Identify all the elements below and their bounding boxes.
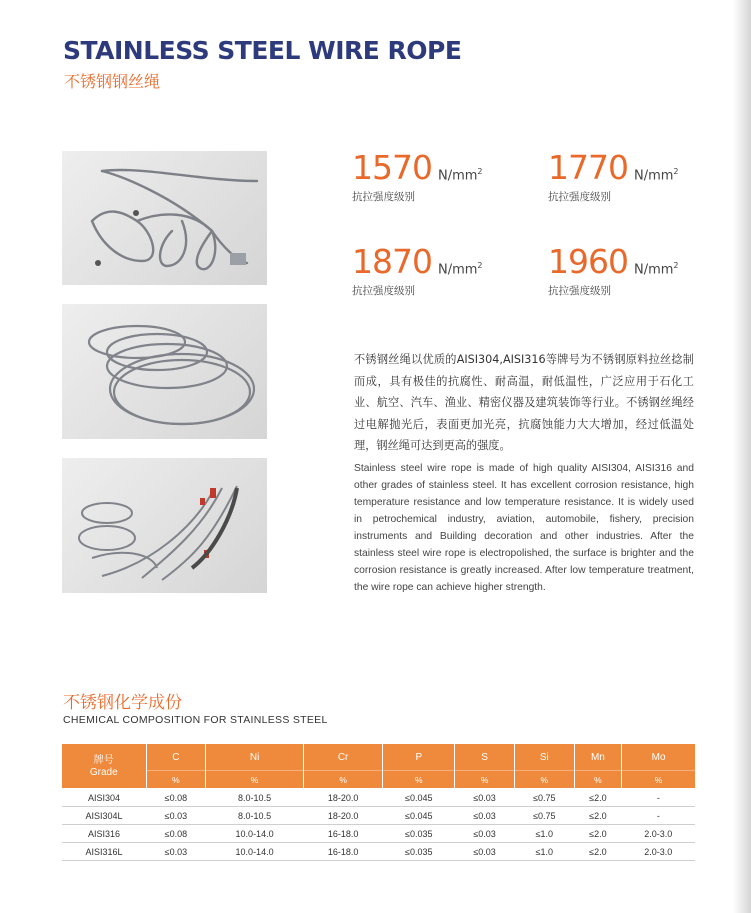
description-cn: 不锈钢丝绳以优质的AISI304,AISI316等牌号为不锈钢原料拉丝捻制而成，具有极佳的抗腐性、耐高温，耐低温性，广泛应用于石化工业、航空、汽车、渔业、精密仪器及建筑装饰等行业。不锈钢丝绳经过电解抛光后，表面更加光亮，抗腐蚀能力大大增加，经过低温处理，钢丝绳可达到更高的强度。 xyxy=(354,353,694,452)
table-cell: 16-18.0 xyxy=(303,825,382,843)
column-header: Si xyxy=(514,744,574,771)
table-cell: - xyxy=(622,788,695,807)
column-header: S xyxy=(455,744,515,771)
table-cell: ≤0.03 xyxy=(146,807,206,825)
unit-header: % xyxy=(455,771,515,789)
product-photo-wire-coil xyxy=(62,304,267,439)
column-header: Cr xyxy=(303,744,382,771)
section-title-cn: 不锈钢化学成份 xyxy=(63,693,182,713)
table-cell: ≤0.03 xyxy=(455,825,515,843)
column-header: Mn xyxy=(574,744,621,771)
table-cell: ≤0.045 xyxy=(383,807,455,825)
table-cell: ≤0.03 xyxy=(455,807,515,825)
grade-1570 xyxy=(352,148,483,204)
section-title-en: CHEMICAL COMPOSITION FOR STAINLESS STEEL xyxy=(63,714,328,726)
table-cell: 2.0-3.0 xyxy=(622,825,695,843)
product-photo-wire-assemblies xyxy=(62,458,267,593)
table-cell: ≤0.08 xyxy=(146,825,206,843)
grade-label: 抗拉强度级别 xyxy=(548,191,611,203)
grade-header: 牌号 Grade xyxy=(62,744,146,788)
grade-unit: $N/mm^2$ xyxy=(633,166,679,183)
column-header: P xyxy=(383,744,455,771)
table-cell: 10.0-14.0 xyxy=(206,843,304,861)
unit-header: % xyxy=(383,771,455,789)
table-cell: ≤1.0 xyxy=(514,843,574,861)
unit-header: % xyxy=(514,771,574,789)
composition-table xyxy=(62,744,695,861)
table-cell: ≤2.0 xyxy=(574,788,621,807)
grade-1770 xyxy=(548,148,679,204)
table-cell: - xyxy=(622,807,695,825)
column-header: C xyxy=(146,744,206,771)
column-header: Ni xyxy=(206,744,304,771)
grade-cell: AISI304L xyxy=(62,807,146,825)
table-cell: 18-20.0 xyxy=(303,807,382,825)
table-cell: ≤0.03 xyxy=(146,843,206,861)
grade-label: 抗拉强度级别 xyxy=(548,285,611,297)
table-cell: ≤1.0 xyxy=(514,825,574,843)
table-cell: ≤0.75 xyxy=(514,788,574,807)
grade-1870 xyxy=(352,242,483,298)
grade-unit: $N/mm^2$ xyxy=(633,260,679,277)
grade-cell: AISI316L xyxy=(62,843,146,861)
grade-value: 1770 xyxy=(548,148,628,187)
grade-value: 1870 xyxy=(352,242,432,281)
page-edge-shadow xyxy=(733,0,751,913)
table-cell: ≤2.0 xyxy=(574,843,621,861)
unit-header: % xyxy=(206,771,304,789)
table-cell: ≤0.03 xyxy=(455,788,515,807)
table-cell: ≤0.75 xyxy=(514,807,574,825)
grade-value: 1570 xyxy=(352,148,432,187)
table-cell: 8.0-10.5 xyxy=(206,788,304,807)
grade-label: 抗拉强度级别 xyxy=(352,191,415,203)
table-row xyxy=(62,825,695,843)
grade-unit: $N/mm^2$ xyxy=(437,166,483,183)
column-header: Mo xyxy=(622,744,695,771)
table-row xyxy=(62,807,695,825)
grade-cell: AISI316 xyxy=(62,825,146,843)
grade-label: 抗拉强度级别 xyxy=(352,285,415,297)
page-title: STAINLESS STEEL WIRE ROPE xyxy=(63,36,462,65)
unit-header: % xyxy=(146,771,206,789)
grade-cell: AISI304 xyxy=(62,788,146,807)
unit-header: % xyxy=(574,771,621,789)
table-row xyxy=(62,788,695,807)
table-cell: 18-20.0 xyxy=(303,788,382,807)
grade-1960 xyxy=(548,242,679,298)
table-cell: 8.0-10.5 xyxy=(206,807,304,825)
table-cell: ≤2.0 xyxy=(574,807,621,825)
table-cell: ≤0.035 xyxy=(383,825,455,843)
table-cell: ≤2.0 xyxy=(574,825,621,843)
table-cell: ≤0.03 xyxy=(455,843,515,861)
table-cell: 16-18.0 xyxy=(303,843,382,861)
product-photo-wire-slings xyxy=(62,151,267,285)
unit-header: % xyxy=(303,771,382,789)
table-cell: 2.0-3.0 xyxy=(622,843,695,861)
description-en: Stainless steel wire rope is made of high quality AISI304, AISI316 and other grades of stainless steel. It has excellent corrosion resistance, high temperature resistance and low temperature resistance. It is widely used in petrochemical industry, aviation, automobile, fishery, precision instruments and Building decoration and other industries. After the stainless steel wire rope is electropolished, the surface is brighter and the corrosion resistance is greatly increased. After low temperature treatment, the wire rope can achieve higher strength. xyxy=(354,463,694,593)
unit-header: % xyxy=(622,771,695,789)
table-cell: ≤0.035 xyxy=(383,843,455,861)
grade-value: 1960 xyxy=(548,242,628,281)
table-row xyxy=(62,843,695,861)
table-cell: ≤0.045 xyxy=(383,788,455,807)
page-subtitle-cn: 不锈钢钢丝绳 xyxy=(64,72,161,91)
grade-unit: $N/mm^2$ xyxy=(437,260,483,277)
table-cell: 10.0-14.0 xyxy=(206,825,304,843)
table-cell: ≤0.08 xyxy=(146,788,206,807)
